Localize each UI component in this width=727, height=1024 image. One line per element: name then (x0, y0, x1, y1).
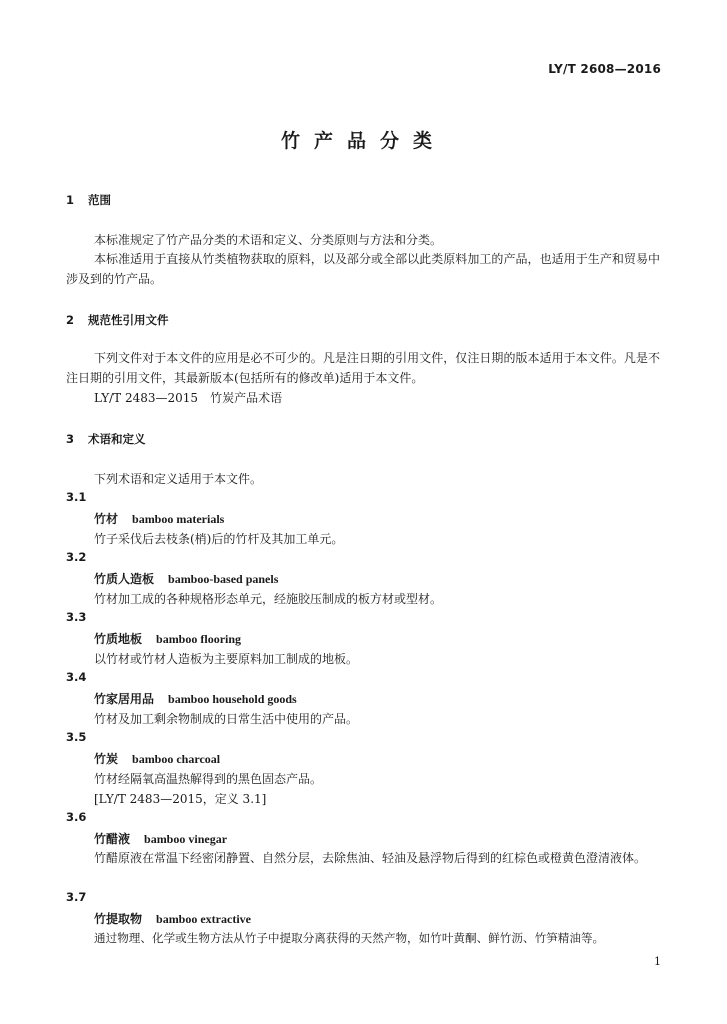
section-number: 1 (66, 193, 75, 207)
term-en: bamboo-based panels (168, 572, 279, 586)
term-definition: 竹材及加工剩余物制成的日常生活中使用的产品。 (94, 712, 359, 726)
section-heading-normative-references (66, 312, 169, 328)
term-number: 3.4 (66, 670, 87, 684)
section-heading-terms (66, 431, 146, 447)
term-heading (94, 510, 224, 527)
term-number: 3.5 (66, 730, 87, 744)
term-definition: 以竹材或竹材人造板为主要原料加工制成的地板。 (94, 652, 359, 666)
term-zh: 竹醋液 (94, 832, 131, 846)
term-heading (94, 910, 251, 927)
terms-intro: 下列术语和定义适用于本文件。 (94, 472, 263, 486)
term-zh: 竹质地板 (94, 632, 143, 646)
term-number: 3.3 (66, 610, 87, 624)
term-en: bamboo household goods (168, 692, 297, 706)
term-en: bamboo materials (132, 512, 225, 526)
references-paragraph: 下列文件对于本文件的应用是必不可少的。凡是注日期的引用文件，仅注日期的版本适用于本文件。凡是不注日期的引用文件，其最新版本(包括所有的修改单)适用于本文件。 (66, 351, 660, 385)
term-number: 3.1 (66, 490, 87, 504)
term-zh: 竹材 (94, 512, 119, 526)
term-heading (94, 750, 220, 767)
page-number: 1 (654, 955, 661, 968)
term-en: bamboo charcoal (132, 752, 221, 766)
section-number: 3 (66, 432, 75, 446)
term-en: bamboo flooring (156, 632, 242, 646)
section-title: 范围 (88, 193, 111, 207)
term-definition: 竹材经隔氧高温热解得到的黑色固态产品。 (94, 772, 323, 786)
term-source: [LY/T 2483—2015，定义 3.1] (94, 792, 267, 806)
term-definition: 竹子采伐后去枝条(梢)后的竹杆及其加工单元。 (94, 532, 344, 546)
term-en: bamboo vinegar (144, 832, 228, 846)
term-number: 3.6 (66, 810, 87, 824)
section-title: 术语和定义 (88, 432, 146, 446)
section-title: 规范性引用文件 (88, 313, 169, 327)
section-heading-scope (66, 192, 111, 208)
term-heading (94, 830, 227, 847)
term-number: 3.2 (66, 550, 87, 564)
term-heading (94, 690, 297, 707)
term-definition: 通过物理、化学或生物方法从竹子中提取分离获得的天然产物，如竹叶黄酮、鲜竹沥、竹笋精油等。 (94, 931, 605, 945)
term-definition: 竹材加工成的各种规格形态单元，经施胶压制成的板方材或型材。 (94, 592, 443, 606)
scope-paragraph-2: 本标准适用于直接从竹类植物获取的原料，以及部分或全部以此类原料加工的产品，也适用于生产和贸易中涉及到的竹产品。 (66, 252, 660, 286)
page-title: 竹产品分类 (280, 130, 446, 152)
term-heading (94, 630, 241, 647)
term-definition: 竹醋原液在常温下经密闭静置、自然分层，去除焦油、轻油及悬浮物后得到的红棕色或橙黄色澄清液体。 (94, 851, 647, 865)
reference-item: LY/T 2483—2015 竹炭产品术语 (94, 391, 283, 405)
standard-code: LY/T 2608—2016 (548, 62, 661, 76)
term-zh: 竹炭 (94, 752, 119, 766)
section-number: 2 (66, 313, 75, 327)
term-zh: 竹质人造板 (94, 572, 155, 586)
term-heading (94, 570, 278, 587)
term-zh: 竹家居用品 (94, 692, 155, 706)
term-en: bamboo extractive (156, 912, 251, 926)
term-number: 3.7 (66, 890, 87, 904)
scope-paragraph-1: 本标准规定了竹产品分类的术语和定义、分类原则与方法和分类。 (94, 233, 443, 247)
term-zh: 竹提取物 (94, 912, 143, 926)
